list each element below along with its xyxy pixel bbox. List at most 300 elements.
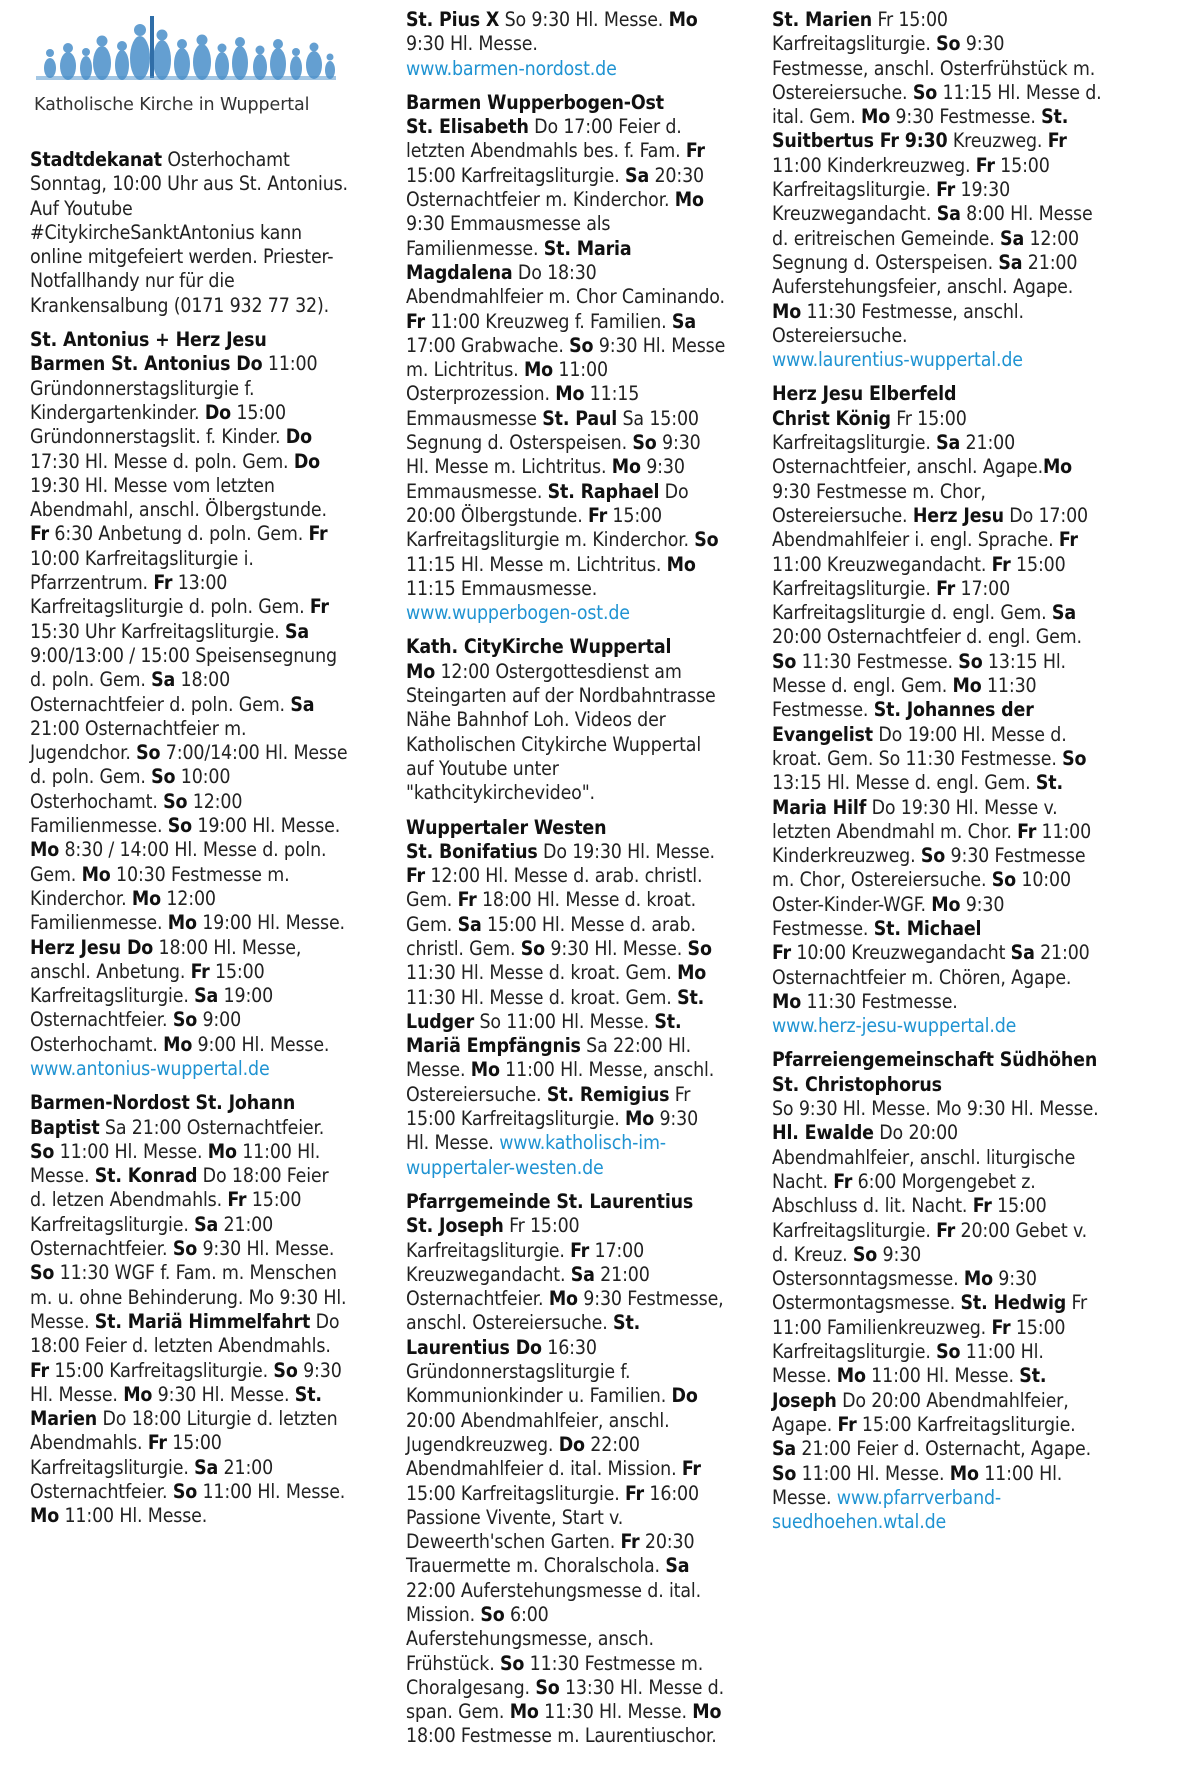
- text-run: 10:00 Karfreitagsliturgie i. Pfarrzentrum.: [30, 546, 254, 595]
- text-run: 15:00 Hl. Messe d. arab. christl. Gem.: [406, 912, 696, 960]
- bold-run: Fr: [588, 503, 608, 527]
- text-run: 11:00 Gründonnerstagsliturgie f. Kindergartenkinder.: [30, 352, 318, 424]
- parish-entry: [406, 91, 726, 626]
- website-link[interactable]: www.katholisch-im-wuppertaler-westen.de: [406, 1131, 666, 1179]
- text-run: 19:30 Hl. Messe vom letzten Abendmahl, anschl. Ölbergstunde.: [30, 473, 327, 522]
- bold-run: St. Paul: [542, 406, 618, 430]
- text-run: 11:30 Festmesse m. Choralgesang.: [406, 1651, 704, 1699]
- bold-run: So: [30, 1261, 55, 1285]
- text-run: 9:30 Hl. Messe m. Lichtritus.: [406, 431, 701, 479]
- text-run: 18:00 Osternachtfeier d. poln. Gem.: [30, 668, 291, 716]
- text-run: 17:30 Hl. Messe d. poln. Gem.: [30, 449, 294, 473]
- text-run: 13:15 Hl. Messe d. engl. Gem.: [772, 771, 1036, 795]
- bold-run: So: [172, 1008, 198, 1032]
- bold-run: Mo: [963, 1267, 993, 1291]
- text-run: Do 19:30 Hl. Messe.: [537, 839, 715, 863]
- text-run: Osterhochamt Sonntag, 10:00 Uhr aus St. Antonius. Auf Youtube #CitykircheSanktAntonius kann online mitgefeiert werden. Priester-Notfallhandy nur für die Krankensalbung (0171 932 77 32).: [30, 148, 348, 317]
- bold-run: Barmen-Nordost St. Johann Baptist: [30, 1091, 296, 1139]
- text-run: 6:00 Morgengebet z. Abschluss d. lit. Nacht.: [772, 1169, 1036, 1218]
- bold-run: Fr: [681, 1457, 701, 1481]
- text-run: 15:00 Karfreitagsliturgie.: [772, 1194, 1047, 1242]
- bold-run: So: [912, 80, 938, 104]
- bold-run: St. Pius X: [406, 8, 500, 31]
- parish-entry: [406, 816, 726, 1180]
- text-run: 15:00 Gründonnerstagslit. f. Kinder.: [30, 400, 286, 449]
- bold-run: St. Raphael: [547, 479, 660, 503]
- bold-run: Mo: [163, 1032, 193, 1056]
- bold-run: St. Suitbertus Fr 9:30: [772, 105, 1069, 153]
- website-link[interactable]: www.herz-jesu-wuppertal.de: [772, 1014, 1017, 1038]
- bold-run: Sa: [1051, 601, 1076, 625]
- text-run: So 9:30 Hl. Messe. Mo 9:30 Hl. Messe.: [772, 1097, 1099, 1121]
- bold-run: St. Bonifatius: [406, 839, 538, 863]
- text-run: Do 20:00 Ölbergstunde.: [406, 479, 689, 527]
- bold-run: St. Laurentius Do: [406, 1311, 641, 1359]
- bold-run: Fr: [936, 576, 956, 600]
- text-run: Fr 15:00 Karfreitagsliturgie.: [406, 1082, 691, 1131]
- text-run: 9:30 Emmausmesse.: [406, 455, 685, 503]
- bold-run: So: [172, 1480, 198, 1504]
- bold-run: Fr: [1058, 528, 1078, 552]
- text-run: 17:00 Kreuzwegandacht.: [406, 1238, 645, 1286]
- text-run: 17:00 Grabwache.: [406, 333, 570, 357]
- bold-run: Fr: [972, 1194, 992, 1218]
- bold-run: Fr: [1017, 819, 1037, 843]
- text-run: 16:30 Gründonnerstagsliturgie f. Kommunionkinder u. Familien.: [406, 1335, 672, 1408]
- text-run: 10:00 Osterhochamt.: [30, 765, 231, 813]
- website-link[interactable]: www.pfarrverband-suedhoehen.wtal.de: [772, 1485, 1002, 1534]
- text-run: 9:30 Hl. Messe.: [152, 1382, 295, 1406]
- bold-run: St. Mariä Himmelfahrt: [94, 1309, 311, 1333]
- text-run: 10:30 Festmesse m. Kinderchor.: [30, 862, 290, 910]
- bold-run: Fr: [406, 864, 425, 888]
- bold-run: Fr: [685, 139, 705, 163]
- bold-run: Mo: [123, 1382, 153, 1406]
- bold-run: Do: [671, 1384, 698, 1408]
- bold-run: St. Michael: [873, 916, 982, 940]
- bold-run: St. Marien: [30, 1382, 322, 1431]
- text-run: 9:30 Hl. Messe.: [545, 936, 688, 960]
- bold-run: Mo: [949, 1461, 979, 1485]
- text-run: 9:30 Festmesse.: [890, 105, 1042, 129]
- text-run: 11:30 Festmesse, anschl. Ostereiersuche.: [772, 299, 1024, 347]
- bold-run: Herz Jesu: [912, 503, 1004, 527]
- bold-run: Mo: [81, 862, 111, 886]
- text-run: 11:30 Hl. Messe d. kroat. Gem.: [406, 961, 678, 985]
- bold-run: Mo: [470, 1058, 500, 1082]
- bold-run: Sa: [194, 1455, 219, 1479]
- bold-run: Fr: [190, 959, 210, 983]
- bold-run: So: [991, 868, 1016, 892]
- bold-run: Sa: [936, 202, 961, 226]
- text-run: 21:00 Osternachtfeier.: [406, 1262, 650, 1311]
- text-run: 9:00/13:00 / 15:00 Speisensegnung d. poln. Gem.: [30, 643, 337, 692]
- bold-run: Mo: [30, 838, 60, 862]
- text-run: 8:00 Hl. Messe d. eritreischen Gemeinde.: [772, 202, 1093, 250]
- people-crowd-icon: [30, 8, 340, 93]
- text-run: 9:30 Festmesse m. Chor, Ostereiersuche.: [772, 844, 1086, 892]
- bold-run: Sa: [194, 1212, 219, 1236]
- bold-run: Sa: [290, 692, 315, 716]
- parish-entry: [30, 1091, 350, 1528]
- website-link[interactable]: www.antonius-wuppertal.de: [30, 1056, 270, 1080]
- bold-run: Mo: [1042, 455, 1073, 479]
- text-run: 12:00 Ostergottesdienst am Steingarten auf der Nordbahntrasse Nähe Bahnhof Loh. Videos der Katholischen Citykirche Wuppertal auf Youtube unter "kathcitykirchevideo".: [406, 659, 716, 805]
- bold-run: St. Joseph: [772, 1364, 1047, 1412]
- text-run: 11:00 Hl. Messe.: [197, 1480, 346, 1504]
- text-run: 6:00 Auferstehungsmesse, ansch. Frühstück.: [406, 1603, 654, 1675]
- text-run: 11:00 Hl. Messe.: [796, 1461, 950, 1485]
- bold-run: Sa: [1010, 941, 1035, 965]
- bold-run: So: [936, 32, 961, 56]
- parish-entry: [30, 328, 350, 1081]
- text-run: 19:30 Kreuzwegandacht.: [772, 178, 1011, 226]
- bold-run: So: [535, 1675, 560, 1699]
- bold-run: Kath. CityKirche Wuppertal: [406, 635, 672, 659]
- bold-run: So: [920, 844, 946, 868]
- bold-run: Mo: [674, 188, 704, 212]
- bold-run: St. Ludger: [406, 985, 705, 1033]
- bold-run: Barmen St. Antonius Do: [30, 352, 263, 376]
- bold-run: Fr: [936, 178, 956, 202]
- bold-run: Mo: [555, 382, 585, 406]
- bold-run: St. Antonius + Herz Jesu: [30, 328, 267, 352]
- bold-run: Mo: [772, 989, 802, 1013]
- text-run: Do 20:00 Abendmahlfeier, Agape.: [772, 1388, 1069, 1436]
- text-run: 12:00 Familienmesse.: [30, 789, 243, 838]
- text-run: 11:00 Kreuzwegandacht.: [772, 552, 992, 576]
- bold-run: So: [480, 1603, 505, 1626]
- text-run: 18:00 Hl. Messe, anschl. Anbetung.: [30, 935, 302, 983]
- bold-run: Sa: [671, 309, 696, 333]
- bold-run: Christ König: [772, 406, 891, 430]
- bold-run: So: [1062, 746, 1087, 770]
- bold-run: Mo: [931, 892, 961, 916]
- text-run: 11:30 Festmesse.: [772, 674, 1037, 722]
- text-run: 15:30 Uhr Karfreitagsliturgie.: [30, 619, 285, 643]
- bold-run: Fr: [153, 571, 173, 595]
- bold-run: So: [958, 649, 983, 673]
- text-run: 9:30 Festmesse, anschl. Osterfrühstück m. Ostereiersuche.: [772, 32, 1096, 104]
- website-link[interactable]: www.wupperbogen-ost.de: [406, 601, 630, 625]
- text-run: 11:30 WGF f. Fam. m. Menschen m. u. ohne Behinderung. Mo 9:30 Hl. Messe.: [30, 1261, 347, 1333]
- text-run: 12:00 Hl. Messe d. arab. christl. Gem.: [406, 864, 703, 912]
- text-run: 6:30 Anbetung d. poln. Gem.: [49, 522, 309, 546]
- parish-entry: [406, 8, 726, 81]
- bold-run: Mo: [772, 299, 802, 323]
- text-run: Do 18:30 Abendmahlfeier m. Chor Caminando.: [406, 260, 725, 309]
- bold-run: St. Maria Hilf: [772, 771, 1063, 819]
- bold-run: Do: [293, 449, 321, 473]
- bold-run: Mo: [836, 1364, 866, 1388]
- bold-run: Barmen Wupperbogen-Ost: [406, 90, 664, 114]
- bold-run: St. Hedwig: [960, 1291, 1067, 1315]
- bold-run: So: [151, 765, 176, 789]
- bold-run: Fr: [1047, 129, 1067, 153]
- logo-text: Katholische Kirche in Wuppertal: [34, 95, 310, 115]
- text-run: Do 17:00 Feier d. letzten Abendmahls bes. f. Fam.: [406, 115, 686, 163]
- bold-run: Sa: [570, 1262, 595, 1286]
- text-run: 11:00 Hl. Messe.: [865, 1364, 1020, 1388]
- bold-run: So: [172, 1237, 198, 1261]
- bold-run: St. Elisabeth: [406, 115, 529, 139]
- bold-run: Sa: [998, 250, 1023, 274]
- bold-run: So: [772, 1461, 797, 1485]
- bold-run: Mo: [677, 961, 707, 985]
- bold-run: So: [163, 789, 188, 813]
- text-run: 15:00 Karfreitagsliturgie m. Kinderchor.: [406, 503, 695, 552]
- text-run: 11:00 Hl. Messe, anschl. Ostereiersuche.: [406, 1058, 715, 1106]
- text-run: 21:00 Auferstehungsfeier, anschl. Agape.: [772, 250, 1078, 299]
- bold-run: Fr: [30, 1358, 49, 1382]
- bold-run: Fr: [833, 1169, 853, 1193]
- text-run: 21:00 Osternachtfeier.: [30, 1212, 274, 1261]
- text-run: 15:00 Karfreitagsliturgie.: [772, 153, 1050, 202]
- text-run: 11:00 Kreuzweg f. Familien.: [425, 309, 672, 333]
- text-run: 15:00 Karfreitagsliturgie.: [406, 1481, 626, 1505]
- text-run: 15:00 Karfreitagsliturgie.: [30, 1431, 222, 1479]
- bold-run: Mo: [625, 1107, 655, 1131]
- text-run: 11:00 Hl. Messe.: [54, 1139, 208, 1163]
- bold-run: St. Remigius: [546, 1082, 670, 1106]
- bold-run: So: [772, 649, 797, 673]
- text-run: 9:30 Festmesse.: [772, 892, 1005, 940]
- bold-run: Sa: [665, 1554, 690, 1578]
- text-run: 20:30 Osternachtfeier m. Kinderchor.: [406, 163, 704, 212]
- bold-run: Mo: [30, 1504, 60, 1528]
- column-2: [406, 8, 726, 1759]
- text-run: 11:30 Festmesse.: [796, 649, 959, 673]
- bold-run: Sa: [284, 619, 310, 643]
- text-run: 21:00 Feier d. Osternacht, Agape.: [796, 1437, 1092, 1461]
- text-run: 9:30 Hl. Messe.: [406, 32, 538, 56]
- bold-run: So: [167, 814, 193, 838]
- bold-run: So: [30, 1139, 55, 1163]
- text-run: Fr 15:00 Karfreitagsliturgie.: [772, 406, 967, 455]
- text-run: Sa 15:00 Segnung d. Osterspeisen.: [406, 406, 699, 455]
- logo: [30, 8, 340, 123]
- text-run: 20:30 Trauermette m. Choralschola.: [406, 1530, 695, 1578]
- bold-run: So: [569, 333, 594, 357]
- parish-entry: [772, 1048, 1102, 1534]
- parish-entry: [30, 148, 350, 318]
- text-run: 8:30 / 14:00 Hl. Messe d. poln. Gem.: [30, 838, 327, 886]
- bold-run: St. Johannes der Evangelist: [772, 698, 1034, 746]
- text-run: 15:00 Karfreitagsliturgie.: [772, 552, 1066, 600]
- text-run: 11:00 Hl. Messe.: [772, 1340, 1044, 1388]
- bold-run: So: [852, 1242, 878, 1266]
- text-run: 19:00 Hl. Messe.: [192, 814, 341, 838]
- text-run: Kreuzweg.: [947, 129, 1048, 153]
- bold-run: Fr: [406, 309, 425, 333]
- text-run: 13:00 Karfreitagsliturgie d. poln. Gem.: [30, 571, 310, 619]
- column-1-text: [30, 148, 350, 1529]
- bold-run: So: [520, 936, 546, 960]
- text-run: Do 17:00 Abendmahlfeier i. engl. Sprache.: [772, 503, 1088, 552]
- bold-run: Mo: [668, 8, 698, 31]
- bold-run: Mo: [509, 1700, 539, 1724]
- text-run: 11:00 Hl. Messe.: [59, 1504, 208, 1528]
- text-run: 17:00 Karfreitagsliturgie d. engl. Gem.: [772, 576, 1052, 625]
- text-run: 15:00 Karfreitagsliturgie.: [49, 1358, 274, 1382]
- text-run: 20:00 Gebet v. d. Kreuz.: [772, 1218, 1088, 1266]
- text-run: 16:00 Passione Vivente, Start v. Deweerth'schen Garten.: [406, 1481, 699, 1554]
- text-run: Fr 15:00 Karfreitagsliturgie.: [772, 8, 948, 56]
- bold-run: Mo: [860, 105, 891, 129]
- text-run: 9:30 Hl. Messe.: [406, 1107, 699, 1155]
- text-run: 10:00 Oster-Kinder-WGF.: [772, 868, 1071, 916]
- bold-run: Fr: [991, 1315, 1011, 1339]
- parish-entry: [406, 635, 726, 805]
- text-run: 11:00 Kinderkreuzweg.: [772, 819, 1092, 868]
- bold-run: Do: [558, 1432, 585, 1456]
- text-run: 12:00 Segnung d. Osterspeisen.: [772, 226, 1079, 274]
- text-run: Do 20:00 Abendmahlfeier, anschl. liturgische Nacht.: [772, 1121, 1076, 1193]
- text-run: 11:30 Hl. Messe.: [538, 1700, 693, 1724]
- column-1: [30, 8, 350, 1539]
- text-run: 21:00 Osternachtfeier, anschl. Agape.: [772, 431, 1043, 479]
- text-run: 22:00 Auferstehungsmesse d. ital. Mission.: [406, 1578, 701, 1626]
- text-run: 9:30 Festmesse, anschl. Ostereiersuche.: [406, 1287, 724, 1335]
- text-run: Sa 22:00 Hl. Messe.: [406, 1034, 692, 1082]
- bold-run: Sa: [936, 431, 961, 455]
- bold-run: Mo: [167, 911, 197, 935]
- bold-run: Fr: [625, 1481, 645, 1505]
- bold-run: Sa: [625, 163, 650, 187]
- bold-run: Mo: [523, 358, 554, 382]
- column-3: [772, 8, 1102, 1544]
- bold-run: Fr: [30, 522, 49, 546]
- bold-run: St. Maria Magdalena: [406, 236, 632, 284]
- text-run: 9:30 Festmesse m. Chor, Ostereiersuche.: [772, 479, 986, 527]
- bold-run: So: [936, 1340, 961, 1364]
- text-run: So 11:00 Hl. Messe.: [474, 1009, 655, 1033]
- text-run: 9:00 Osterhochamt.: [30, 1008, 242, 1056]
- bold-run: St. Konrad: [94, 1164, 198, 1188]
- text-run: 11:00 Hl. Messe.: [30, 1139, 321, 1188]
- parish-entry: [406, 1190, 726, 1749]
- website-link[interactable]: www.laurentius-wuppertal.de: [772, 348, 1023, 372]
- bold-run: So: [136, 741, 161, 765]
- text-run: Fr 15:00 Karfreitagsliturgie.: [406, 1214, 580, 1262]
- text-run: Do 18:00 Feier d. letzten Abendmahls.: [30, 1309, 340, 1358]
- text-run: 20:00 Abendmahlfeier, anschl. Jugendkreuzweg.: [406, 1408, 670, 1456]
- text-run: 21:00 Osternachtfeier m. Chören, Agape.: [772, 941, 1090, 989]
- text-run: Do 19:30 Hl. Messe v. letzten Abendmahl m. Chor.: [772, 795, 1058, 843]
- bold-run: Fr: [570, 1238, 590, 1262]
- bold-run: So: [687, 936, 712, 960]
- bold-run: Mo: [406, 659, 436, 683]
- text-run: So 9:30 Hl. Messe.: [499, 8, 669, 31]
- bold-run: St. Mariä Empfängnis: [406, 1009, 682, 1058]
- bold-run: So: [632, 431, 657, 455]
- bold-run: Mo: [692, 1700, 722, 1724]
- text-run: 11:15 Emmausmesse.: [406, 576, 598, 600]
- bold-run: Mo: [548, 1287, 578, 1311]
- bold-run: Mo: [131, 886, 161, 910]
- text-run: 18:00 Festmesse m. Laurentiuschor.: [406, 1724, 717, 1748]
- text-run: 11:00 Kinderkreuzweg.: [772, 153, 976, 177]
- bold-run: Fr: [936, 1218, 956, 1242]
- text-run: Do 19:00 Hl. Messe d. kroat. Gem. So 11:30 Festmesse.: [772, 722, 1067, 770]
- text-run: 7:00/14:00 Hl. Messe d. poln. Gem.: [30, 741, 348, 789]
- text-run: 11:15 Hl. Messe m. Lichtritus.: [406, 552, 667, 576]
- text-run: 15:00 Karfreitagsliturgie.: [30, 959, 265, 1008]
- text-run: Sa 21:00 Osternachtfeier.: [99, 1115, 325, 1139]
- text-run: Do 18:00 Feier d. letzen Abendmahls.: [30, 1164, 329, 1212]
- bold-run: So: [694, 528, 719, 552]
- text-run: 9:30 Hl. Messe m. Lichtritus.: [406, 333, 726, 382]
- bold-run: St. Joseph: [406, 1214, 504, 1238]
- text-run: 9:00 Hl. Messe.: [192, 1032, 330, 1056]
- text-run: 15:00 Karfreitagsliturgie.: [856, 1412, 1076, 1436]
- text-run: 9:30 Emmausmesse als Familienmesse.: [406, 212, 611, 260]
- text-run: 15:00 Karfreitagsliturgie.: [772, 1315, 1066, 1364]
- text-run: 13:30 Hl. Messe d. span. Gem.: [406, 1675, 724, 1724]
- bold-run: Mo: [952, 674, 982, 698]
- bold-run: Herz Jesu Elberfeld: [772, 382, 957, 406]
- bold-run: Sa: [457, 912, 482, 936]
- bold-run: Mo: [611, 455, 641, 479]
- bold-run: Hl. Ewalde: [772, 1121, 874, 1145]
- text-run: 9:30 Ostermontagsmesse.: [772, 1267, 1037, 1315]
- text-run: 15:00 Karfreitagsliturgie.: [30, 1188, 302, 1236]
- bold-run: Sa: [194, 984, 219, 1008]
- text-run: 12:00 Familienmesse.: [30, 886, 216, 935]
- text-run: 10:00 Kreuzwegandacht: [791, 941, 1011, 965]
- text-run: 9:30 Ostersonntagsmesse.: [772, 1242, 964, 1291]
- bold-run: Stadtdekanat: [30, 148, 162, 171]
- text-run: 9:30 Hl. Messe.: [30, 1358, 342, 1406]
- text-run: 11:30 Hl. Messe d. kroat. Gem.: [406, 985, 678, 1009]
- bold-run: Sa: [772, 1437, 797, 1461]
- text-run: 15:00 Karfreitagsliturgie.: [406, 163, 626, 187]
- bold-run: Wuppertaler Westen: [406, 815, 607, 839]
- bold-run: Fr: [147, 1431, 167, 1455]
- bold-run: Fr: [837, 1412, 857, 1436]
- bold-run: Mo: [666, 552, 696, 576]
- text-run: 11:00 Osterprozession.: [406, 358, 608, 406]
- website-link[interactable]: www.barmen-nordost.de: [406, 56, 617, 80]
- text-run: 9:30 Hl. Messe.: [197, 1237, 335, 1261]
- text-run: 13:15 Hl. Messe d. engl. Gem.: [772, 649, 1066, 698]
- text-run: 21:00 Osternachtfeier.: [30, 1455, 274, 1504]
- bold-run: So: [273, 1358, 298, 1382]
- text-run: Do 18:00 Liturgie d. letzten Abendmahls.: [30, 1407, 338, 1455]
- bold-run: So: [500, 1651, 525, 1675]
- text-run: 11:15 Emmausmesse: [406, 382, 640, 430]
- bold-run: Pfarrgemeinde St. Laurentius: [406, 1189, 694, 1213]
- text-run: 11:15 Hl. Messe d. ital. Gem.: [772, 80, 1102, 129]
- bold-run: Fr: [772, 941, 791, 965]
- bold-run: Sa: [151, 668, 176, 692]
- bold-run: Mo: [207, 1139, 237, 1163]
- text-run: 11:00 Hl. Messe.: [772, 1461, 1063, 1509]
- text-run: Fr 11:00 Familienkreuzweg.: [772, 1291, 1088, 1339]
- bold-run: Sa: [1000, 226, 1025, 250]
- text-run: 19:00 Osternachtfeier.: [30, 984, 274, 1032]
- bold-run: Fr: [308, 522, 328, 546]
- text-run: 18:00 Hl. Messe d. kroat. Gem.: [406, 888, 697, 936]
- bold-run: Fr: [975, 153, 995, 177]
- text-run: 11:30 Festmesse.: [801, 989, 958, 1013]
- text-run: 21:00 Osternachtfeier m. Jugendchor.: [30, 716, 247, 765]
- bold-run: Fr: [620, 1530, 640, 1554]
- text-run: 22:00 Abendmahlfeier d. ital. Mission.: [406, 1432, 682, 1481]
- text-run: 19:00 Hl. Messe.: [196, 911, 345, 935]
- parish-entry: [772, 8, 1102, 372]
- parish-entry: [772, 382, 1102, 1038]
